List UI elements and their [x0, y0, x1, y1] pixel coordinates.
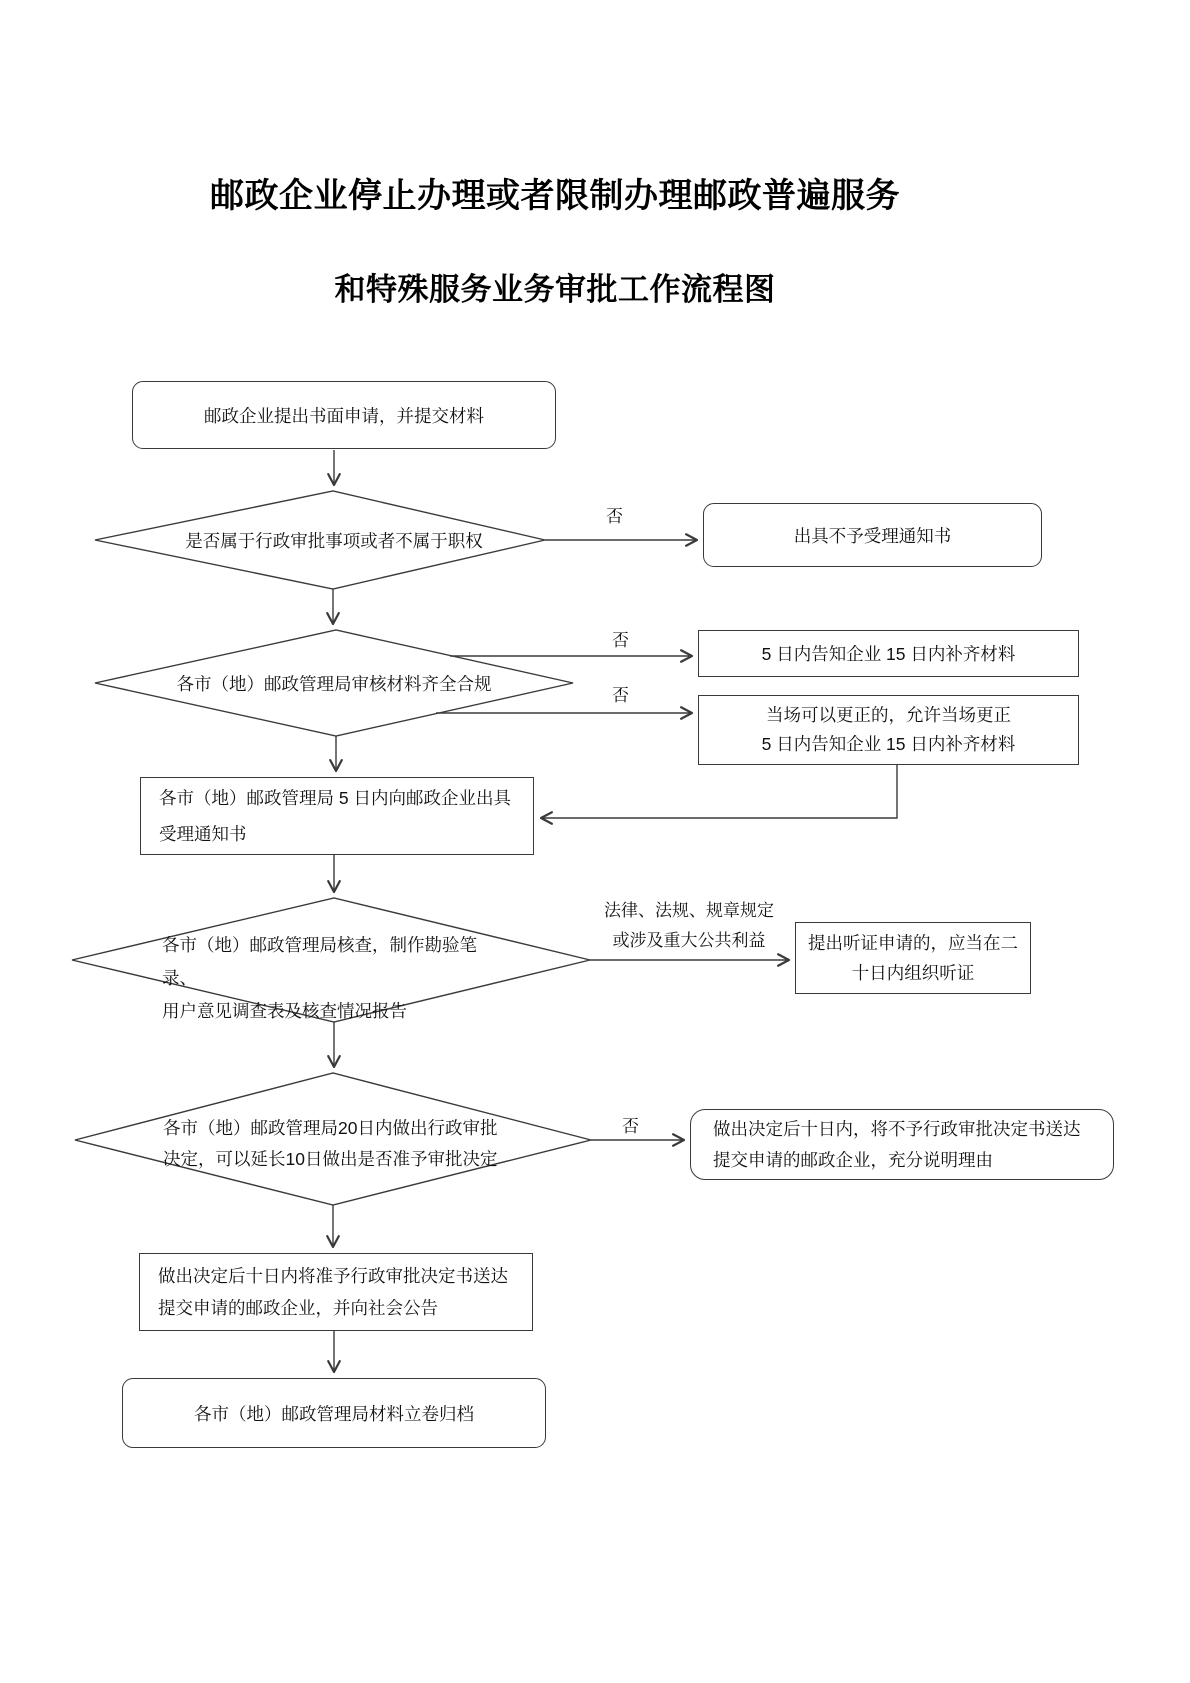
node-reject-notice	[703, 503, 1042, 567]
node-start-text: 邮政企业提出书面申请，并提交材料	[204, 405, 484, 426]
node-onsite-correction	[698, 695, 1079, 765]
node-onsite-correction-line2: 5 日内告知企业 15 日内补齐材料	[761, 734, 1016, 754]
page-title-line1: 邮政企业停止办理或者限制办理邮政普遍服务	[210, 177, 900, 215]
node-deny-delivery-line2: 提交申请的邮政企业，充分说明理由	[713, 1149, 993, 1170]
page-title-line2: 和特殊服务业务审批工作流程图	[334, 272, 776, 307]
node-supplement-notice-text: 5 日内告知企业 15 日内补齐材料	[761, 644, 1016, 664]
decision-deadline-text	[163, 1113, 513, 1175]
node-acceptance-notice-line2: 受理通知书	[159, 824, 247, 844]
no-label-jurisdiction: 否	[606, 507, 623, 526]
decision-deadline-line2: 决定，可以延长10日做出是否准予审批决定	[163, 1149, 498, 1169]
node-hearing-line1: 提出听证申请的，应当在二	[808, 933, 1018, 953]
node-archive-text: 各市（地）邮政管理局材料立卷归档	[194, 1403, 474, 1424]
arrow-onsite-correction-to-acceptance	[541, 765, 897, 818]
node-approve-delivery-line2: 提交申请的邮政企业，并向社会公告	[158, 1298, 438, 1318]
node-acceptance-notice-line1: 各市（地）邮政管理局 5 日内向邮政企业出具	[159, 788, 511, 808]
decision-jurisdiction-text: 是否属于行政审批事项或者不属于职权	[185, 531, 483, 551]
node-start	[132, 381, 556, 449]
node-acceptance-notice	[140, 777, 534, 855]
decision-inspection-text	[162, 929, 508, 1028]
hearing-condition-line1: 法律、法规、规章规定	[604, 901, 774, 920]
decision-materials-text: 各市（地）邮政管理局审核材料齐全合规	[176, 674, 492, 694]
node-supplement-notice	[698, 630, 1079, 677]
node-approve-delivery-line1: 做出决定后十日内将准予行政审批决定书送达	[158, 1266, 508, 1286]
decision-inspection-line1: 各市（地）邮政管理局核查，制作勘验笔录、	[162, 935, 477, 988]
node-archive	[122, 1378, 546, 1448]
node-reject-notice-text: 出具不予受理通知书	[793, 525, 952, 546]
no-label-deadline: 否	[622, 1117, 639, 1136]
decision-deadline-line1: 各市（地）邮政管理局20日内做出行政审批	[163, 1118, 498, 1138]
no-label-materials-bottom: 否	[612, 686, 629, 705]
hearing-condition-line2: 或涉及重大公共利益	[612, 931, 766, 950]
node-hearing-line2: 十日内组织听证	[851, 963, 975, 983]
decision-inspection-line2: 用户意见调查表及核查情况报告	[162, 1001, 407, 1021]
node-deny-delivery	[690, 1109, 1114, 1180]
hearing-condition-label	[566, 896, 812, 956]
node-onsite-correction-line1: 当场可以更正的，允许当场更正	[766, 705, 1011, 725]
node-deny-delivery-line1: 做出决定后十日内，将不予行政审批决定书送达	[713, 1118, 1081, 1139]
node-hearing	[795, 922, 1031, 994]
node-approve-delivery	[139, 1253, 533, 1331]
no-label-materials-top: 否	[612, 631, 629, 650]
